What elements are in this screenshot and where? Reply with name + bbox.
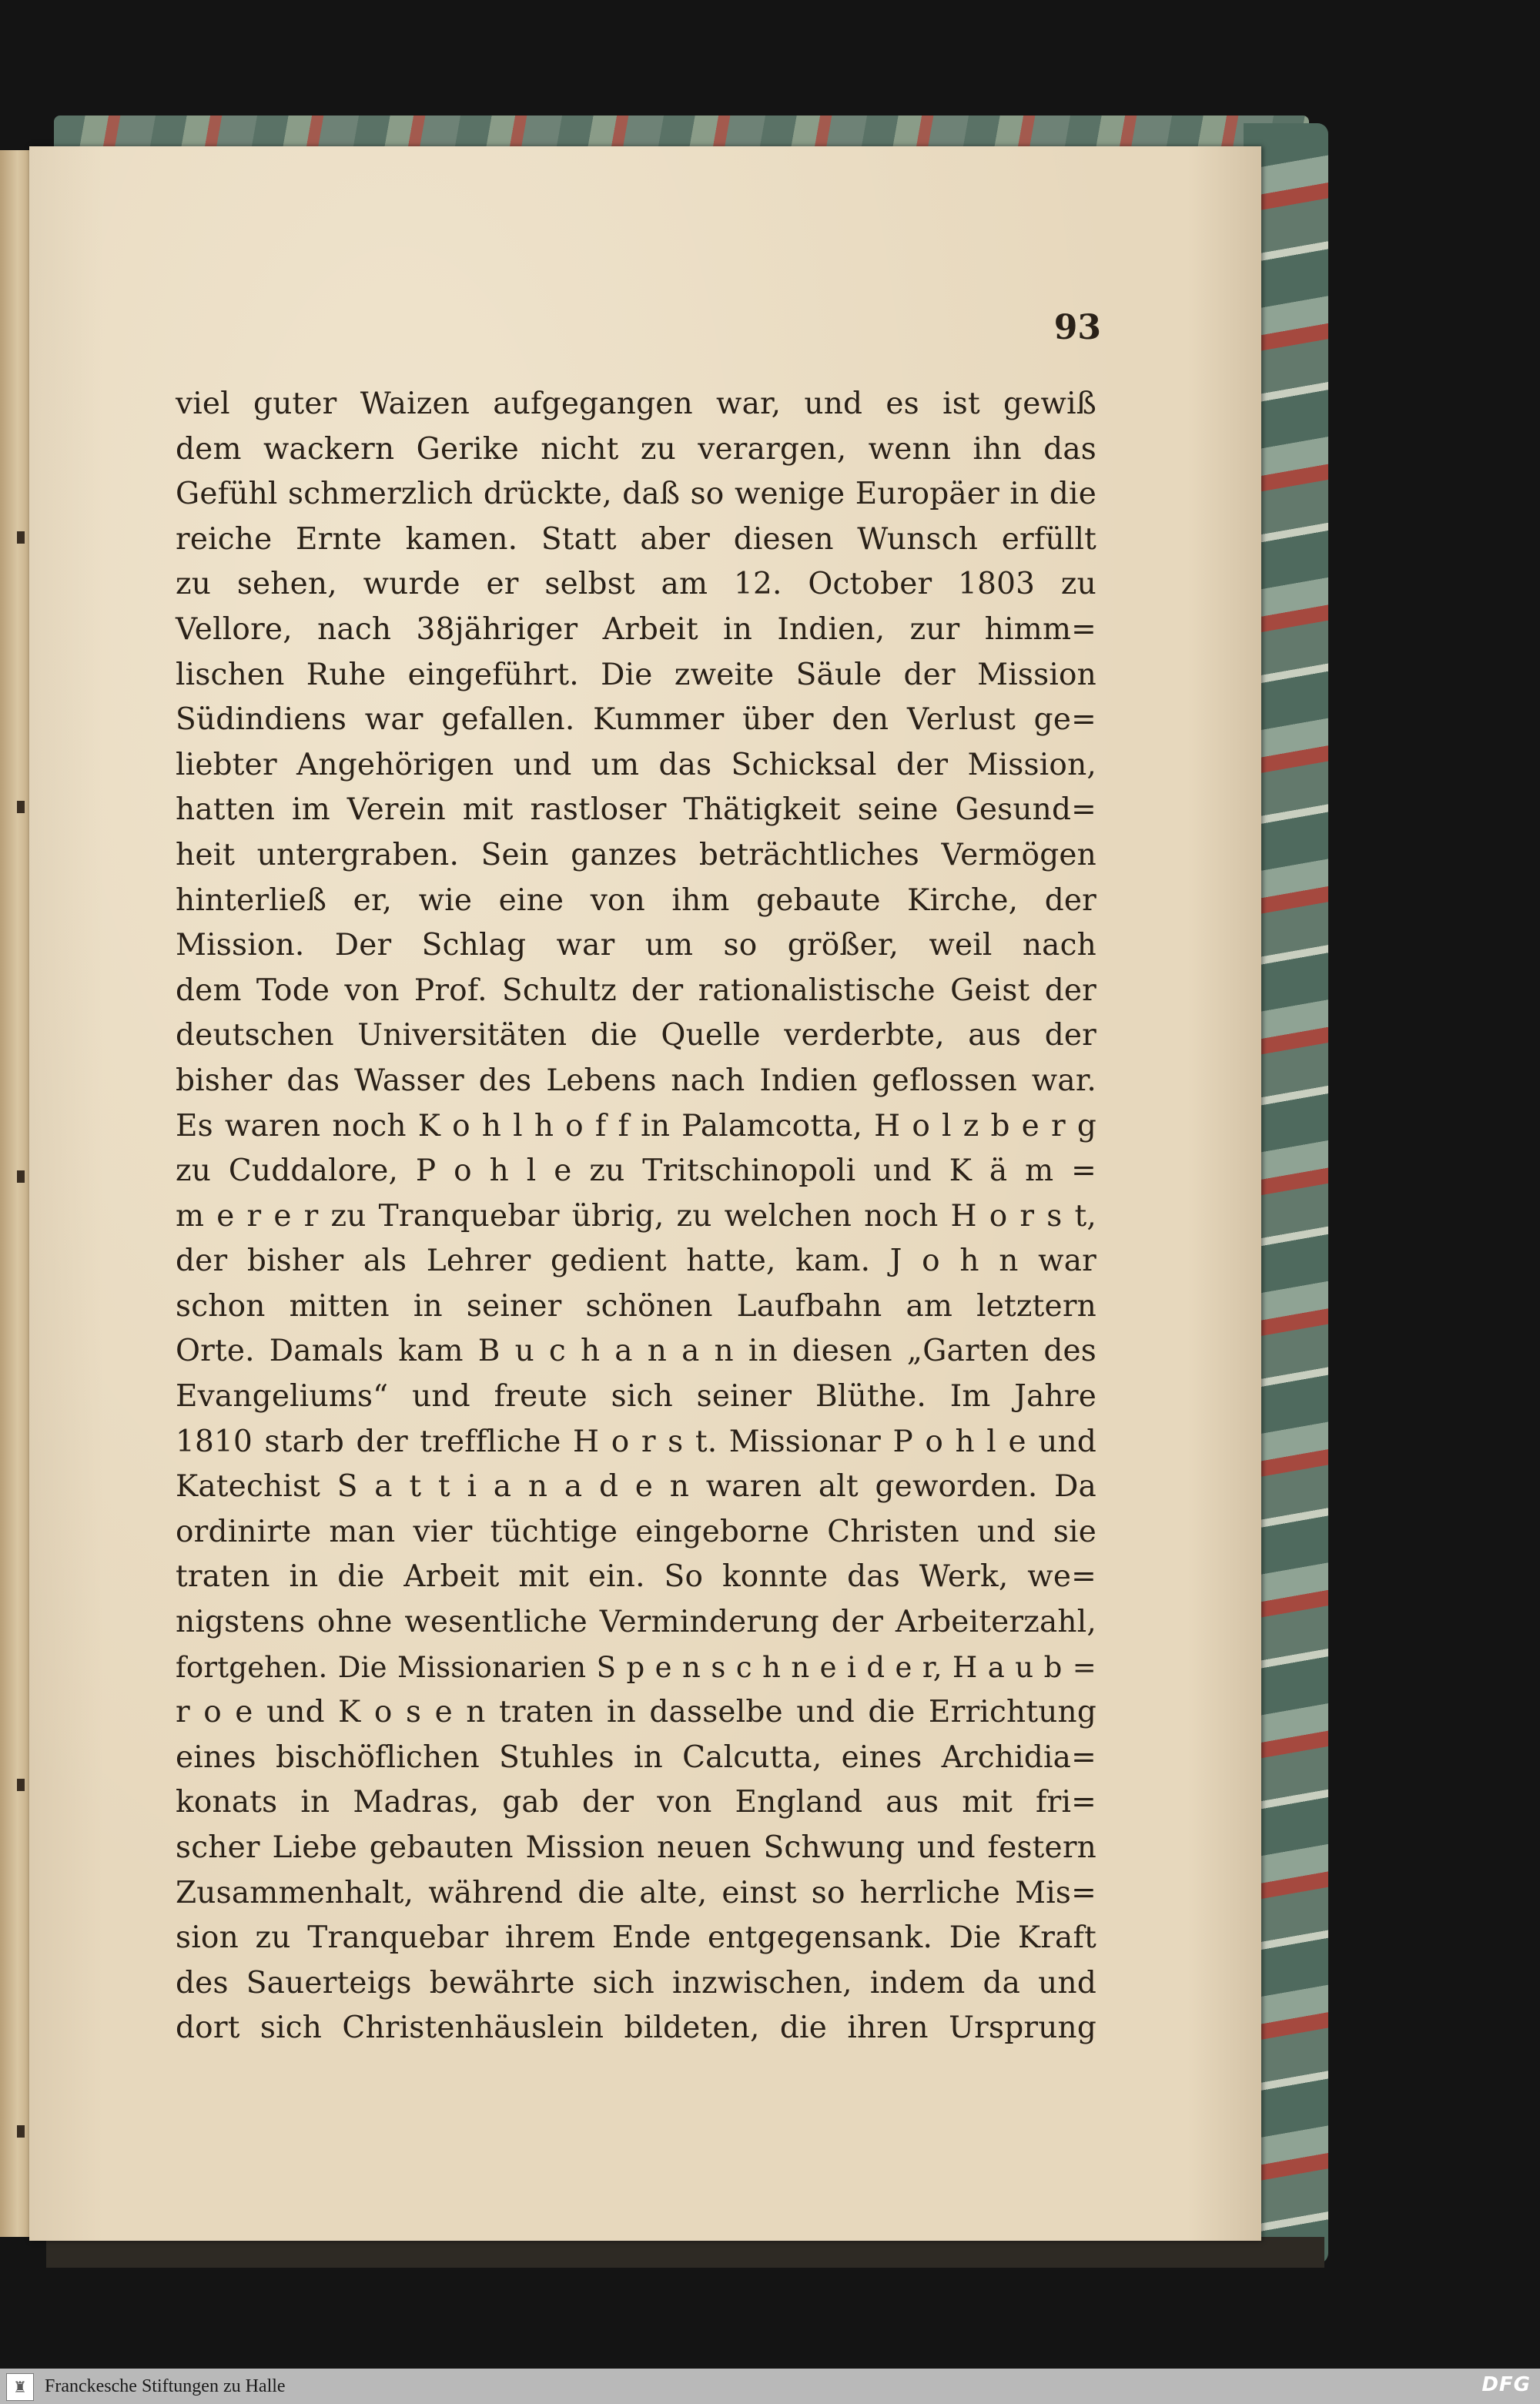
text-line: 1810 starb der treffliche H o r s t. Missionar P o h l e und xyxy=(176,1424,1096,1459)
text-line: konats in Madras, gab der von England aus mit fri= xyxy=(176,1785,1096,1820)
text-line: hinterließ er, wie eine von ihm gebaute Kirche, der xyxy=(176,882,1096,918)
text-line: heit untergraben. Sein ganzes beträchtliches Vermögen xyxy=(176,837,1096,872)
text-line: scher Liebe gebauten Mission neuen Schwung und festern xyxy=(176,1830,1096,1865)
text-line: Vellore, nach 38jähriger Arbeit in Indien, zur himm= xyxy=(176,611,1096,647)
text-line: Katechist S a t t i a n a d e n waren alt geworden. Da xyxy=(176,1469,1096,1505)
text-line: ordinirte man vier tüchtige eingeborne Christen und sie xyxy=(176,1514,1096,1549)
text-line: bisher das Wasser des Lebens nach Indien geflossen war. xyxy=(176,1063,1096,1098)
text-line: dem wackern Gerike nicht zu verargen, wenn ihn das xyxy=(176,431,1096,467)
text-line: sion zu Tranquebar ihrem Ende entgegensank. Die Kraft xyxy=(176,1920,1096,1956)
page-edge-mark xyxy=(17,531,25,544)
text-line: zu sehen, wurde er selbst am 12. October 1803 zu xyxy=(176,567,1096,602)
text-line: reiche Ernte kamen. Statt aber diesen Wunsch erfüllt xyxy=(176,521,1096,557)
page-edge-mark xyxy=(17,1170,25,1183)
institution-logo-icon: ♜ xyxy=(6,2373,34,2401)
text-line: dort sich Christenhäuslein bildeten, die ihren Ursprung xyxy=(176,2011,1096,2046)
funder-logo: DFG xyxy=(1481,2373,1531,2396)
cover-bottom-edge xyxy=(46,2237,1324,2268)
text-line: schon mitten in seiner schönen Laufbahn am letztern xyxy=(176,1288,1096,1324)
text-line: nigstens ohne wesentliche Verminderung der Arbeiterzahl, xyxy=(176,1605,1096,1640)
text-line: Zusammenhalt, während die alte, einst so herrliche Mis= xyxy=(176,1875,1096,1910)
text-line: zu Cuddalore, P o h l e zu Tritschinopoli und K ä m = xyxy=(176,1153,1096,1189)
institution-name: Franckesche Stiftungen zu Halle xyxy=(45,2376,286,2396)
text-line: liebter Angehörigen und um das Schicksal der Mission, xyxy=(176,747,1096,782)
text-line: Orte. Damals kam B u c h a n a n in diesen „Garten des xyxy=(176,1334,1096,1369)
body-text xyxy=(176,382,1096,2051)
text-line: eines bischöflichen Stuhles in Calcutta, eines Archidia= xyxy=(176,1739,1096,1775)
page-edge-mark xyxy=(17,801,25,813)
text-line: hatten im Verein mit rastloser Thätigkeit seine Gesund= xyxy=(176,792,1096,828)
text-line: des Sauerteigs bewährte sich inzwischen, indem da und xyxy=(176,1965,1096,2001)
page-number: 93 xyxy=(1053,308,1101,347)
text-line: deutschen Universitäten die Quelle verderbte, aus der xyxy=(176,1018,1096,1053)
footer-bar xyxy=(0,2369,1540,2404)
text-line: r o e und K o s e n traten in dasselbe und die Errichtung xyxy=(176,1695,1096,1730)
page-edge-mark xyxy=(17,2125,25,2138)
text-line: Es waren noch K o h l h o f f in Palamcotta, H o l z b e r g xyxy=(176,1108,1096,1143)
text-line: Evangeliums“ und freute sich seiner Blüthe. Im Jahre xyxy=(176,1379,1096,1415)
text-line: Mission. Der Schlag war um so größer, weil nach xyxy=(176,928,1096,963)
page-edge-mark xyxy=(17,1779,25,1791)
text-line: dem Tode von Prof. Schultz der rationalistische Geist der xyxy=(176,973,1096,1008)
text-line: traten in die Arbeit mit ein. So konnte das Werk, we= xyxy=(176,1559,1096,1595)
text-line: der bisher als Lehrer gedient hatte, kam. J o h n war xyxy=(176,1244,1096,1279)
text-line: fortgehen. Die Missionarien S p e n s c h n e i d e r, H a u b = xyxy=(176,1650,1096,1684)
text-line: viel guter Waizen aufgegangen war, und es ist gewiß xyxy=(176,387,1096,421)
adjacent-page-edge xyxy=(0,150,31,2237)
text-line: m e r e r zu Tranquebar übrig, zu welchen noch H o r s t, xyxy=(176,1198,1096,1234)
text-line: Gefühl schmerzlich drückte, daß so wenige Europäer in die xyxy=(176,477,1096,512)
text-line: lischen Ruhe eingeführt. Die zweite Säule der Mission xyxy=(176,657,1096,692)
text-line: Südindiens war gefallen. Kummer über den Verlust ge= xyxy=(176,702,1096,738)
